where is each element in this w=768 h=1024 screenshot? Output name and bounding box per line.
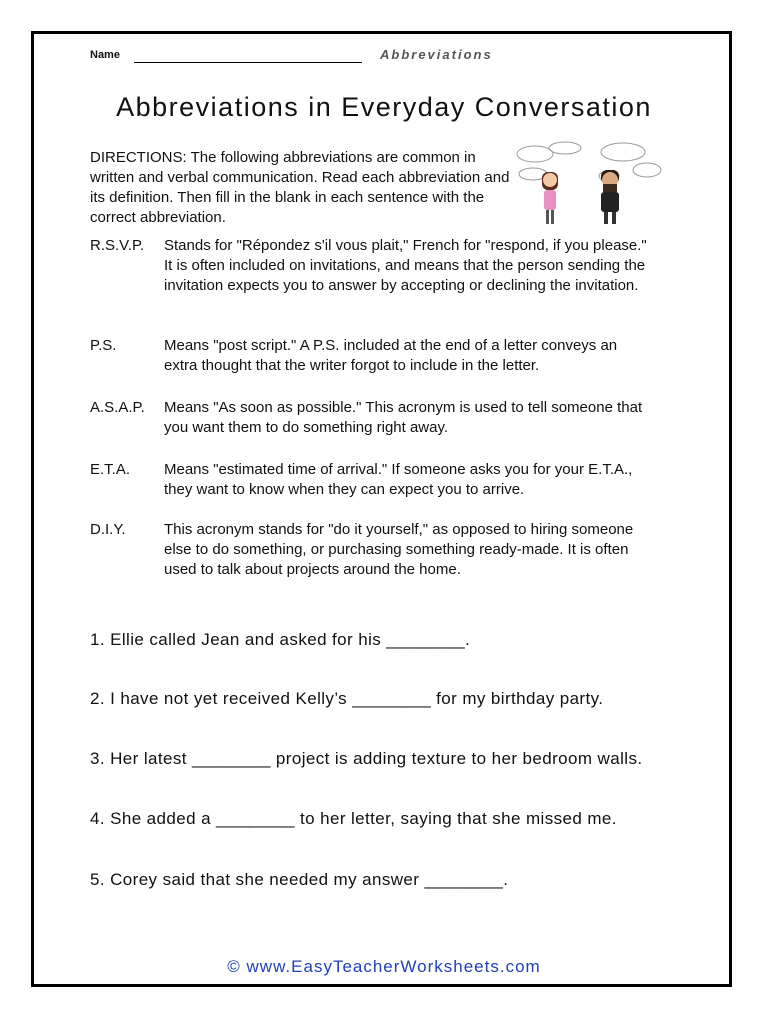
footer-website-link[interactable]: © www.EasyTeacherWorksheets.com [227, 957, 541, 976]
question-2: 2. I have not yet received Kelly’s ________ for my birthday party. [90, 689, 604, 708]
page-title: Abbreviations in Everyday Conversation [116, 92, 652, 122]
question-5: 5. Corey said that she needed my answer ________. [90, 870, 509, 889]
abbreviation-term: P.S. [90, 337, 117, 354]
abbreviation-definition: Means "As soon as possible." This acronym is used to tell someone that you want them to do something right away. [164, 399, 643, 436]
abbreviation-term: D.I.Y. [90, 521, 126, 538]
name-row [90, 47, 530, 67]
header-subject: Abbreviations [380, 47, 493, 62]
directions-text: DIRECTIONS: The following abbreviations are common in written and verbal communication. Read each abbreviation and its definition. Then fill in the blank in each sentence with the correct abbreviation. [90, 149, 510, 226]
conversation-illustration [515, 140, 665, 230]
abbreviation-definition: Means "estimated time of arrival." If someone asks you for your E.T.A., they want to know when they can expect you to arrive. [164, 461, 633, 498]
man-figure-icon [601, 170, 619, 224]
question-1: 1. Ellie called Jean and asked for his ________. [90, 630, 471, 649]
abbreviation-definition: This acronym stands for "do it yourself," as opposed to hiring someone else to do something, or purchasing something ready-made. It is often used to talk about projects around the home. [164, 521, 634, 578]
question-3: 3. Her latest ________ project is adding texture to her bedroom walls. [90, 749, 643, 768]
abbreviation-term: E.T.A. [90, 461, 131, 478]
girl-figure-icon [542, 172, 558, 224]
abbreviation-definition: Means "post script." A P.S. included at the end of a letter conveys an extra thought that the writer forgot to include in the letter. [164, 337, 618, 374]
abbreviation-term: R.S.V.P. [90, 237, 145, 254]
name-blank-line [134, 62, 362, 63]
name-label: Name [90, 49, 120, 61]
speech-bubbles-icon [517, 142, 661, 181]
question-4: 4. She added a ________ to her letter, saying that she missed me. [90, 809, 617, 828]
abbreviation-term: A.S.A.P. [90, 399, 145, 416]
abbreviation-definition: Stands for "Répondez s'il vous plait," French for "respond, if you please." It is often included on invitations, and means that the person sending the invitation expects you to answer by accepting or declining the invitation. [164, 237, 647, 294]
